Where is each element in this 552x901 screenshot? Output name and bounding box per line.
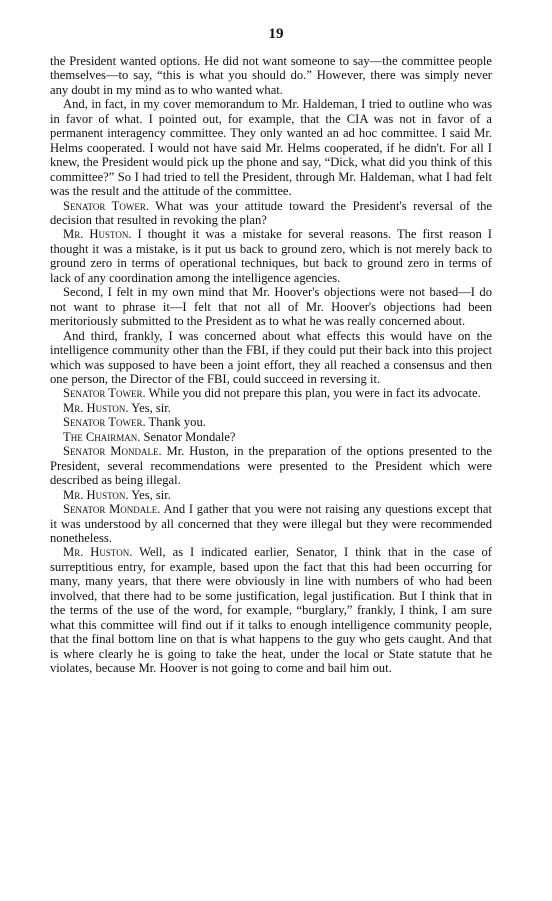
- paragraph: [50, 227, 492, 285]
- paragraph-text: Thank you.: [145, 415, 206, 430]
- paragraph: [50, 401, 492, 415]
- paragraph-text: Yes, sir.: [128, 400, 171, 415]
- speaker-label: Senator Tower.: [63, 386, 146, 401]
- speaker-label: Mr. Huston.: [63, 400, 129, 415]
- paragraph: [50, 54, 492, 97]
- paragraph-text: Well, as I indicated earlier, Senator, I think that in the case of surreptitious entry, for example, based upon the fact that this had been occurring for many, many years, that there were obviously in line with numbers of who had been involved, that there had to be some justification, legal justification. But I think that in the terms of the use of the word, for example, “burglary,” frankly, I think, I am sure what this committee will find out if it talks to enough intelligence community people, that the final bottom line on that is what happens to the guy who gets caught. And that is where clearly he is going to take the heat, under the local or State statute that he violates, because Mr. Hoover is not going to come and bail him out.: [50, 545, 492, 676]
- paragraph-text: And, in fact, in my cover memorandum to Mr. Haldeman, I tried to outline who was in favor of what. I pointed out, for example, that the CIA was not in favor of a permanent interagency committee. They only wanted an ad hoc committee. I said Mr. Helms cooperated. I would not have said Mr. Helms cooperated, if he didn't. For all I knew, the President would pick up the phone and say, “Dick, what did you think of this committee?” So I had tried to tell the President, through Mr. Haldeman, what I had felt was the result and the attitude of the committee.: [50, 97, 492, 199]
- paragraph: [50, 415, 492, 429]
- speaker-label: Mr. Huston.: [63, 487, 129, 502]
- paragraph-text: What was your attitude toward the President's reversal of the decision that resulted in revoking the plan?: [50, 198, 492, 227]
- page-number: 19: [268, 26, 284, 42]
- paragraph-text: Yes, sir.: [128, 487, 171, 502]
- speaker-label: Senator Tower.: [63, 415, 146, 430]
- paragraph: [50, 430, 492, 444]
- paragraph-text: Second, I felt in my own mind that Mr. Hoover's objections were not based—I do not want to phrase it—I felt that not all of Mr. Hoover's objections had been meritoriously submitted to the President as to what he was really concerned about.: [50, 285, 492, 329]
- paragraph-text: While you did not prepare this plan, you were in fact its advocate.: [145, 386, 481, 401]
- speaker-label: Mr. Huston.: [63, 227, 132, 242]
- speaker-label: The Chairman.: [63, 429, 141, 444]
- document-body: [50, 54, 492, 675]
- paragraph-text: the President wanted options. He did not want someone to say—the committee people themselves—to say, “this is what you should do.” However, there was simply never any doubt in my mind as to who wanted what.: [50, 54, 492, 97]
- paragraph-text: Mr. Huston, in the preparation of the options presented to the President, several recommendations were presented to the President which were described as being illegal.: [50, 444, 492, 488]
- paragraph: [50, 285, 492, 328]
- speaker-label: Senator Mondale.: [63, 444, 162, 459]
- paragraph-text: Senator Mondale?: [140, 429, 236, 444]
- paragraph: [50, 444, 492, 487]
- paragraph: [50, 386, 492, 400]
- paragraph-text: And I gather that you were not raising any questions except that it was understood by all concerned that they were illegal but they were recommended nonetheless.: [50, 502, 492, 545]
- speaker-label: Senator Mondale.: [63, 502, 161, 517]
- paragraph: [50, 329, 492, 387]
- speaker-label: Senator Tower.: [63, 198, 149, 213]
- paragraph: [50, 502, 492, 545]
- paragraph-text: And third, frankly, I was concerned about what effects this would have on the intelligence community other than the FBI, if they could put their back into this project which was supposed to have been a joint effort, they all reached a consensus and then one person, the Director of the FBI, could succeed in reversing it.: [50, 328, 492, 386]
- paragraph: [50, 199, 492, 228]
- speaker-label: Mr. Huston.: [63, 545, 133, 560]
- paragraph: [50, 488, 492, 502]
- paragraph: [50, 545, 492, 675]
- paragraph-text: I thought it was a mistake for several reasons. The first reason I thought it was a mistake, is it put us back to ground zero, which is not merely back to ground zero in terms of operational techniques, but back to ground zero in terms of lack of any coordination among the intelligence agencies.: [50, 227, 492, 285]
- paragraph: [50, 97, 492, 198]
